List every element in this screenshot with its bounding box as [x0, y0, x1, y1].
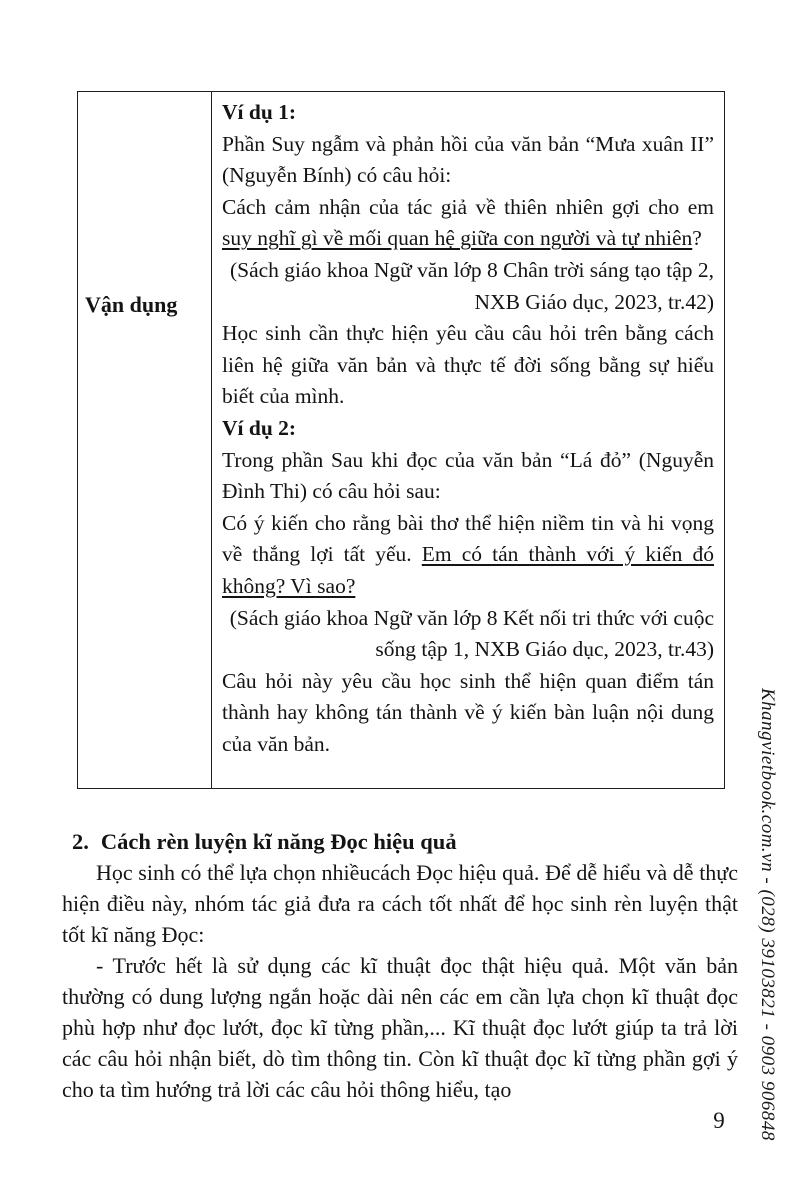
- example-paragraph: [222, 129, 714, 192]
- paragraph-text: Trong phần Sau khi đọc của văn bản “Lá đỏ” (Nguyễn Đình Thi) có câu hỏi sau:: [222, 447, 714, 504]
- body-paragraph: - Trước hết là sử dụng các kĩ thuật đọc thật hiệu quả. Một văn bản thường có dung lượng ngắn hoặc dài nên các em cần lựa chọn kĩ thuật đọc phù hợp như đọc lướt, đọc kĩ từng phần,... Kĩ thuật đọc lướt giúp ta trả lời các câu hỏi nhận biết, dò tìm thông tin. Còn kĩ thuật đọc kĩ từng phần gợi ý cho ta tìm hướng trả lời các câu hỏi thông hiểu, tạo: [62, 953, 738, 1102]
- section-paragraphs: [62, 857, 738, 1105]
- paragraph-text: Cách cảm nhận của tác giả về thiên nhiên gợi cho em: [222, 194, 714, 219]
- source-citation: (Sách giáo khoa Ngữ văn lớp 8 Kết nối tri thức với cuộc sống tập 1, NXB Giáo dục, 2023, tr.43): [229, 605, 714, 662]
- example-label: Ví dụ 1:: [222, 100, 297, 124]
- example-cell: [212, 92, 724, 788]
- example-paragraph: [222, 445, 714, 508]
- paragraph-text: Có ý kiến cho rằng bài thơ thể hiện niềm tin và hi vọng về thắng lợi tất yếu.: [222, 510, 714, 567]
- watermark-text: Khangvietbook.com.vn - (028) 39103821 - 0903 906848: [757, 688, 778, 1141]
- example-paragraph: [222, 666, 714, 761]
- source-citation: (Sách giáo khoa Ngữ văn lớp 8 Chân trời sáng tạo tập 2, NXB Giáo dục, 2023, tr.42): [229, 257, 714, 314]
- paragraph-text: Câu hỏi này yêu cầu học sinh thể hiện quan điểm tán thành hay không tán thành về ý kiến bàn luận nội dung của văn bản.: [222, 668, 714, 756]
- paragraph-text: Học sinh cần thực hiện yêu cầu câu hỏi trên bằng cách liên hệ giữa văn bản và thực tế đời sống bằng sự hiểu biết của mình.: [222, 321, 714, 409]
- underlined-question-text: Em có tán thành với ý kiến đó không? Vì sao?: [222, 542, 714, 598]
- example-label: Ví dụ 2:: [222, 415, 297, 440]
- table-row-label-cell: [78, 92, 212, 788]
- row-label: Vận dụng: [85, 292, 178, 317]
- section-heading: [72, 827, 457, 857]
- paragraph-text: Phần Suy ngẫm và phản hồi của văn bản “Mưa xuân II” (Nguyễn Bính) có câu hỏi:: [222, 131, 714, 188]
- example-paragraph: [222, 508, 714, 603]
- paragraph-text: ?: [692, 226, 702, 251]
- example-paragraph: [222, 318, 714, 413]
- example-paragraph: [222, 192, 714, 255]
- page-number: 9: [713, 1108, 725, 1133]
- underlined-question-text: suy nghĩ gì về mối quan hệ giữa con người và tự nhiên: [222, 226, 693, 251]
- body-paragraph: Học sinh có thể lựa chọn nhiềucách Đọc hiệu quả. Để dễ hiểu và dễ thực hiện điều này, nhóm tác giả đưa ra cách tốt nhất để học sinh rèn luyện thật tốt kĩ năng Đọc:: [62, 860, 738, 947]
- section-number: 2.: [72, 829, 89, 854]
- example-table: [77, 91, 725, 789]
- section-title: Cách rèn luyện kĩ năng Đọc hiệu quả: [100, 829, 457, 854]
